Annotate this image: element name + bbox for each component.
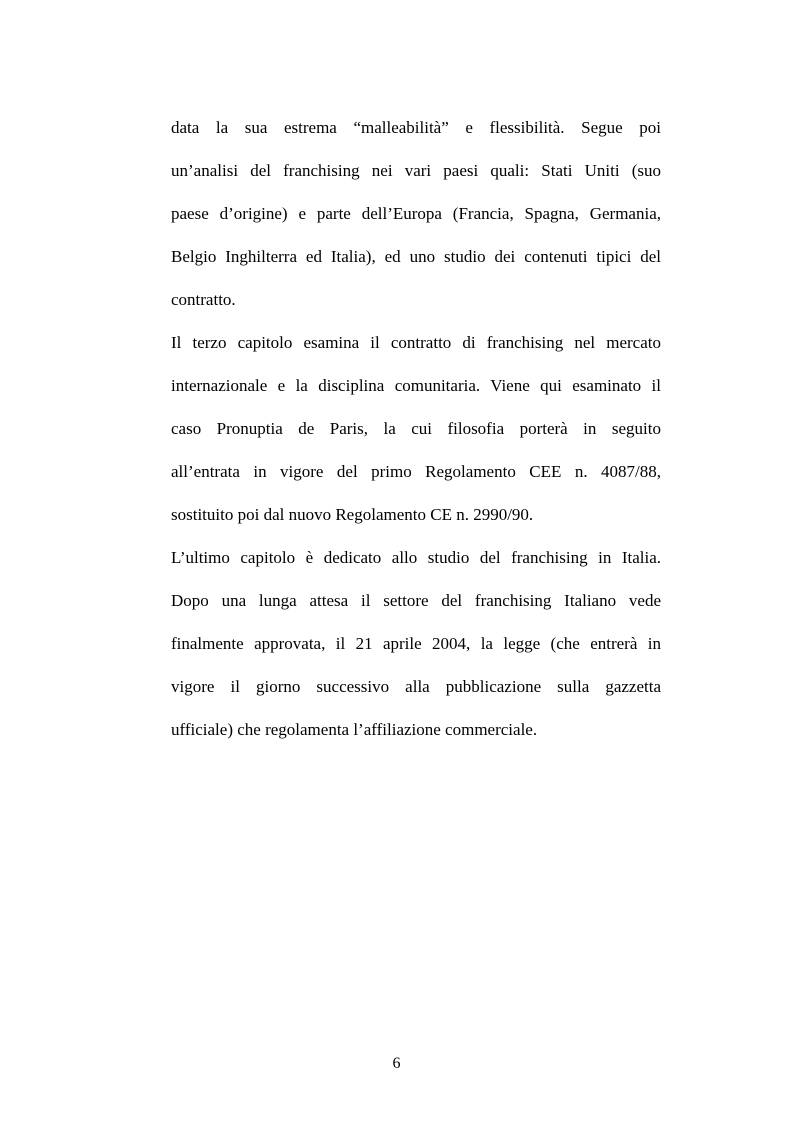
text-line: caso Pronuptia de Paris, la cui filosofia porterà in seguito: [171, 419, 661, 438]
text-line: Dopo una lunga attesa il settore del franchising Italiano vede: [171, 591, 661, 610]
text-line: paese d’origine) e parte dell’Europa (Francia, Spagna, Germania,: [171, 204, 661, 223]
text-line: vigore il giorno successivo alla pubblicazione sulla gazzetta: [171, 677, 661, 696]
text-line: contratto.: [171, 290, 236, 309]
text-line: un’analisi del franchising nei vari paesi quali: Stati Uniti (suo: [171, 161, 661, 180]
text-line: L’ultimo capitolo è dedicato allo studio del franchising in Italia.: [171, 548, 661, 567]
paragraph-1: [171, 106, 661, 321]
page-number: 6: [392, 1055, 401, 1072]
paragraph-3: [171, 536, 661, 751]
text-line: finalmente approvata, il 21 aprile 2004, la legge (che entrerà in: [171, 634, 661, 653]
text-line: ufficiale) che regolamenta l’affiliazione commerciale.: [171, 720, 538, 739]
paragraph-2: [171, 321, 661, 536]
text-line: internazionale e la disciplina comunitaria. Viene qui esaminato il: [171, 376, 661, 395]
text-line: data la sua estrema “malleabilità” e flessibilità. Segue poi: [171, 118, 661, 137]
text-line: Belgio Inghilterra ed Italia), ed uno studio dei contenuti tipici del: [171, 247, 661, 266]
text-line: sostituito poi dal nuovo Regolamento CE n. 2990/90.: [171, 505, 534, 524]
text-line: all’entrata in vigore del primo Regolamento CEE n. 4087/88,: [171, 462, 661, 481]
text-line: Il terzo capitolo esamina il contratto di franchising nel mercato: [171, 333, 661, 352]
body-text: [171, 106, 661, 751]
